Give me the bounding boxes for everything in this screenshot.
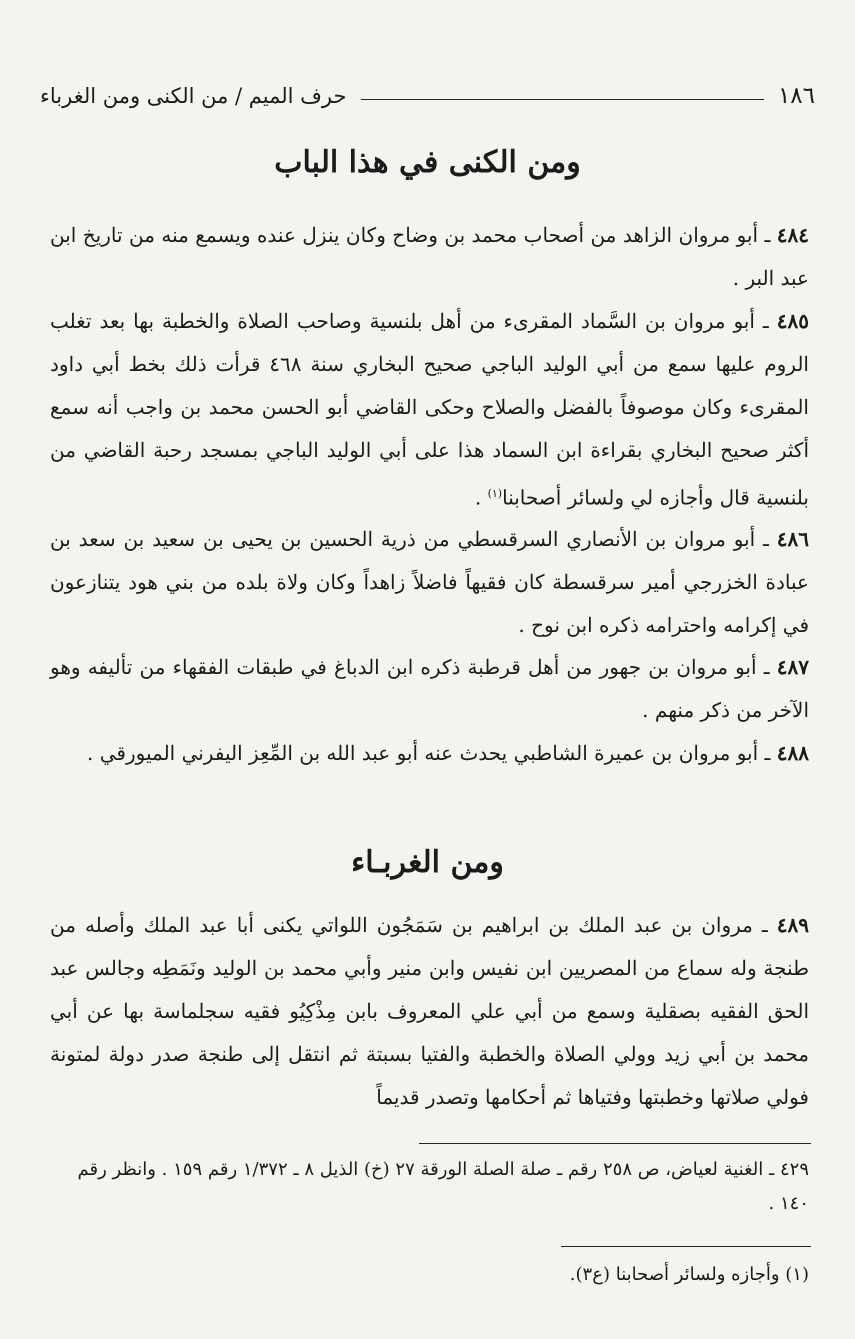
section-heading-kuna: ومن الكنى في هذا الباب [274,145,581,180]
entry-text: ـ أبو مروان بن جهور من أهل قرطبة ذكره ابن الدباغ في طبقات الفقهاء من تأليفه وهو الآخر من ذكر منهم . [50,655,809,722]
footnote-divider [561,1246,811,1247]
entry-number: ٤٨٩ [776,913,810,937]
source-footnote: ٤٢٩ ـ الغنية لعياض، ص ٢٥٨ رقم ـ صلة الصلة الورقة ٢٧ (خ) الذيل ٨ ـ ١/٣٧٢ رقم ١٥٩ . وانظر رقم ١٤٠ . [77,1159,809,1214]
running-title: حرف الميم / من الكنى ومن الغرباء [40,84,347,108]
footnote-marker: (١) [487,487,503,500]
section-heading-ghuraba: ومن الغربـاء [351,845,504,880]
entry-text: ـ أبو مروان بن الأنصاري السرقسطي من ذرية الحسين بن يحيى بن سعيد بن سعد بن عبادة الخزرجي أمير سرقسطة كان فقيهاً فاضلاً زاهداً وكان ولاة بلده من بني هود يتنازعون في إكرامه واحترامه ذكره ابن نوح . [50,527,809,637]
footnote-divider [419,1143,811,1144]
entry-text: ـ أبو مروان بن عميرة الشاطبي يحدث عنه أبو عبد الله بن المِّعِز اليفرني الميورقي . [87,741,771,765]
entry-485 [50,300,809,520]
entry-484 [50,214,809,300]
entry-487 [50,646,809,732]
entry-number: ٤٨٤ [776,223,810,247]
page-header [40,76,815,116]
entry-489 [50,904,809,1119]
entry-tail: . [474,485,488,510]
entry-488 [50,732,809,775]
entry-486 [50,518,809,647]
header-rule [361,99,764,100]
entry-text: ـ أبو مروان الزاهد من أصحاب محمد بن وضاح وكان ينزل عنده ويسمع منه من تاريخ ابن عبد البر . [50,223,809,290]
entry-number: ٤٨٥ [776,309,809,333]
entry-number: ٤٨٨ [776,741,809,765]
entry-number: ٤٨٦ [776,527,810,551]
footnote-1: (١) وأجازه ولسائر أصحابنا (ع٣). [569,1264,809,1285]
entry-text: ـ مروان بن عبد الملك بن ابراهيم بن سَمَجُون اللواتي يكنى أبا عبد الملك وأصله من طنجة وله سماع من المصريين ابن نفيس وابن منير وأبي محمد بن الوليد ونَمَطِه وجالس عبد الحق الفقيه بصقلية وسمع من أبي علي المعروف بابن مِذْكِيُو فقيه سجلماسة بها عن أبي محمد بن أبي زيد وولي الصلاة والخطبة والفتيا بسبتة ثم انتقل إلى طنجة صدر دولة لمتونة فولي صلاتها وخطبتها وفتياها ثم أحكامها وتصدر قديماً [50,913,809,1109]
page-number: ١٨٦ [777,83,815,109]
entry-text: ـ أبو مروان بن السَّماد المقرىء من أهل بلنسية وصاحب الصلاة والخطبة بها بعد تغلب الروم عليها سمع من أبي الوليد الباجي صحيح البخاري سنة ٤٦٨ قرأت ذلك بخط أبي داود المقرىء وكان موصوفاً بالفضل والصلاح وحكى القاضي أبو الحسن محمد بن واجب أنه سمع أكثر صحيح البخاري بقراءة ابن السماد هذا على أبي الوليد الباجي بمسجد رحبة القاضي من بلنسية قال وأجازه لي ولسائر أصحابنا [50,309,809,510]
entry-number: ٤٨٧ [776,655,810,679]
